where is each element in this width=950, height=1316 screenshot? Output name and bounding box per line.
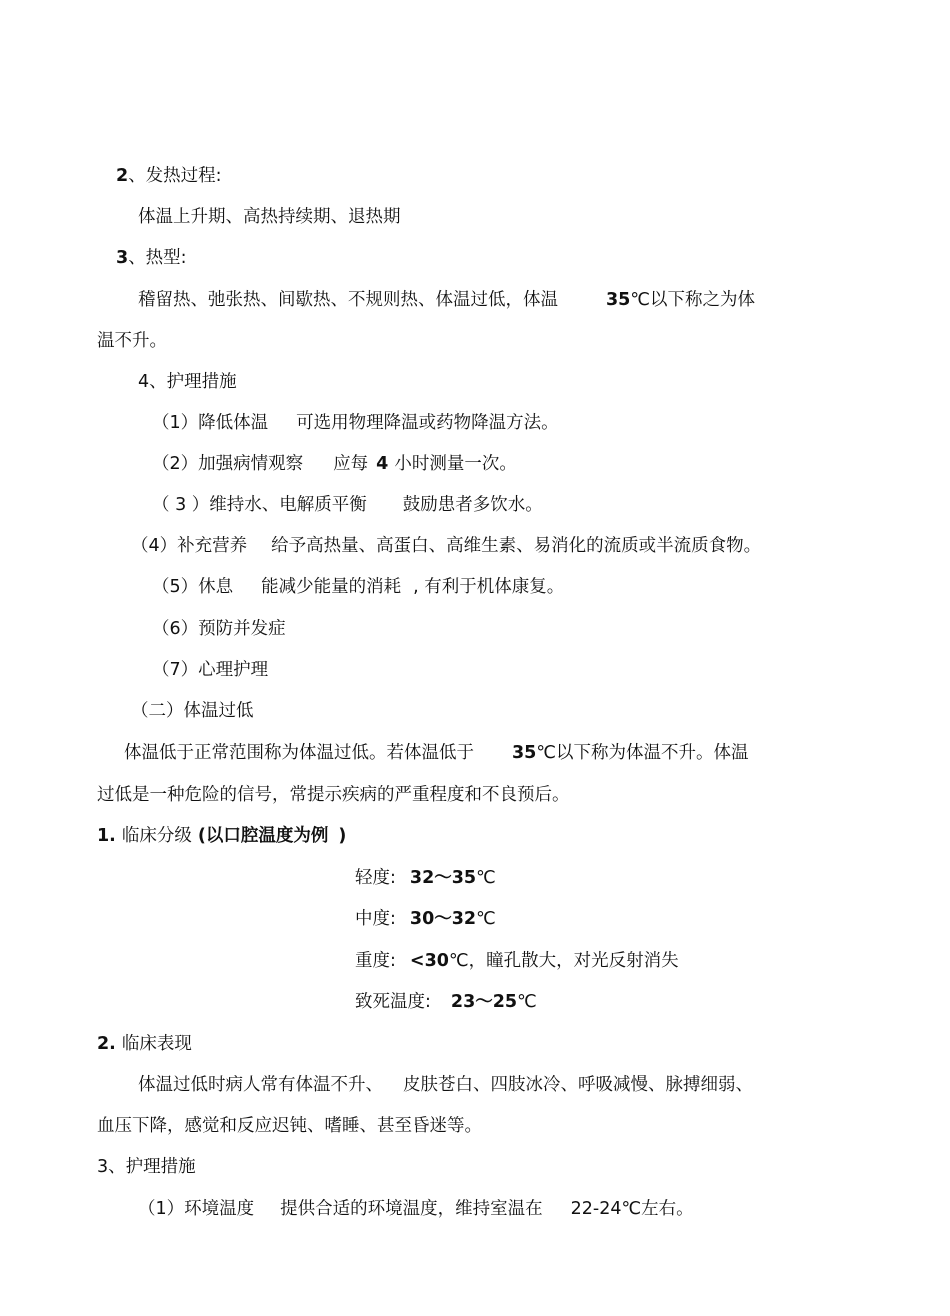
manifestation-body-line2: 血压下降，感觉和反应迟钝、嗜睡、甚至昏迷等。 — [97, 1116, 482, 1136]
fever-process-heading: 2、发热过程: — [116, 166, 222, 186]
fever-type-body-line1: 稽留热、弛张热、间歇热、不规则热、体温过低，体温 35℃以下称之为体 — [138, 290, 756, 310]
fever-type-body-line2: 温不升。 — [97, 331, 167, 351]
clinical-grade-heading: 1. 临床分级 (以口腔温度为例 ) — [97, 826, 347, 846]
grade-moderate: 中度: 30～32℃ — [355, 909, 496, 929]
care-item-4: （4）补充营养 给予高热量、高蛋白、高维生素、易消化的流质或半流质食物。 — [131, 536, 762, 556]
grade-severe: 重度: <30℃，瞳孔散大，对光反射消失 — [355, 951, 679, 971]
care-item-1: （1）降低体温 可选用物理降温或药物降温方法。 — [152, 413, 559, 433]
care-item-3: （ 3 ）维持水、电解质平衡 鼓励患者多饮水。 — [152, 495, 543, 515]
fever-type-heading: 3、热型: — [116, 248, 187, 268]
care-item-7: （7）心理护理 — [152, 660, 269, 680]
hypothermia-body-line2: 过低是一种危险的信号，常提示疾病的严重程度和不良预后。 — [97, 785, 570, 805]
care-heading: 4、护理措施 — [138, 372, 237, 392]
hypothermia-heading: （二）体温过低 — [131, 701, 254, 721]
manifestation-body-line1: 体温过低时病人常有体温不升、 皮肤苍白、四肢冰冷、呼吸减慢、脉搏细弱、 — [138, 1075, 753, 1095]
care-item-2: （2）加强病情观察 应每 4 小时测量一次。 — [152, 454, 517, 474]
care-item-6: （6）预防并发症 — [152, 619, 286, 639]
hypothermia-care-item-1: （1）环境温度 提供合适的环境温度，维持室温在 22-24℃左右。 — [138, 1199, 694, 1219]
hypothermia-body-line1: 体温低于正常范围称为体温过低。若体温低于 35℃以下称为体温不升。体温 — [124, 743, 749, 763]
grade-fatal: 致死温度: 23～25℃ — [355, 992, 537, 1012]
hypothermia-care-heading: 3、护理措施 — [97, 1157, 196, 1177]
fever-process-body: 体温上升期、高热持续期、退热期 — [138, 207, 401, 227]
care-item-5: （5）休息 能减少能量的消耗 , 有利于机体康复。 — [152, 577, 565, 597]
clinical-manifestation-heading: 2. 临床表现 — [97, 1034, 192, 1054]
grade-mild: 轻度: 32～35℃ — [355, 868, 496, 888]
